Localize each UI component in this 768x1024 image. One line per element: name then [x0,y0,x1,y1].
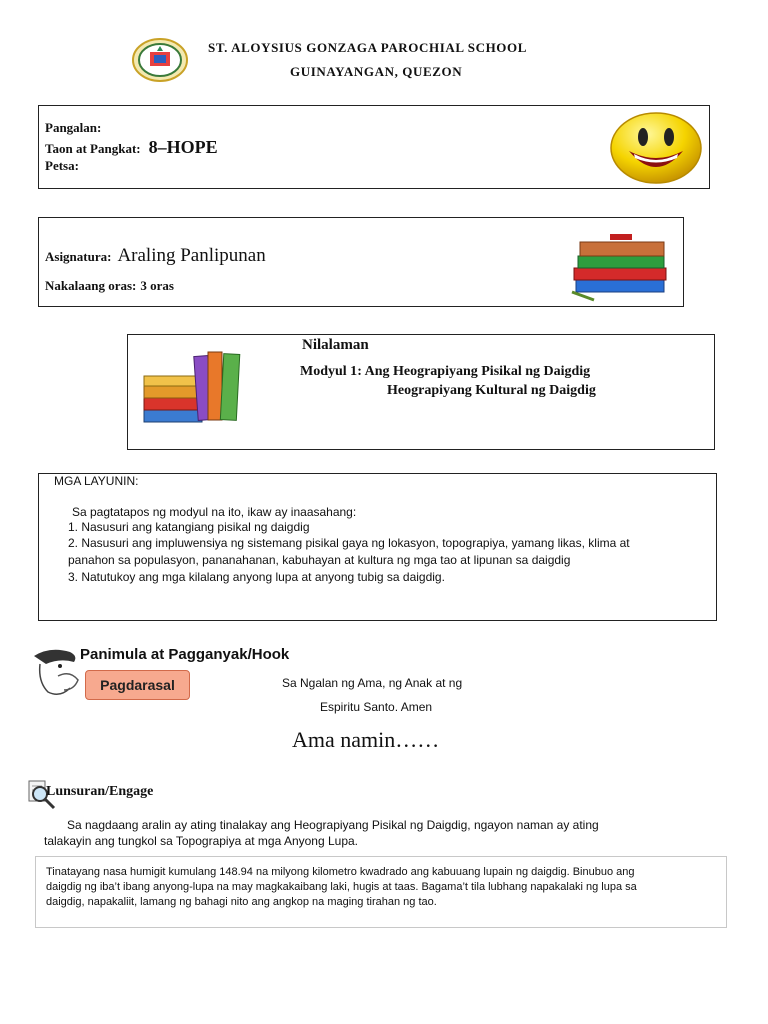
info-line-3: daigdig, napakaliit, lamang ng bahagi nito ang angkop na maging tirahan ng tao. [46,896,437,908]
prayer-line-1: Sa Ngalan ng Ama, ng Anak at ng [282,676,463,690]
subject-value: Araling Panlipunan [117,245,266,266]
engage-paragraph-line-1: Sa nagdaang aralin ay ating tinalakay ang Heograpiyang Pisikal ng Daigdig, ngayon naman ay ating [67,818,599,832]
subject-row [45,245,266,267]
thinking-face-icon [30,646,84,698]
module-title-1: : Ang Heograpiyang Pisikal ng Daigdig [357,364,591,379]
grade-label: Taon at Pangkat: [45,141,141,156]
name-label: Pangalan: [45,120,102,135]
objectives-intro: Sa pagtatapos ng modyul na ito, ikaw ay inaasahang: [72,505,357,519]
hook-title: Panimula at Pagganyak/Hook [80,646,290,663]
content-title: Nilalaman [302,337,369,353]
subject-label: Asignatura: [45,249,112,264]
info-line-1: Tinatayang nasa humigit kumulang 148.94 na milyong kilometro kwadrado ang kabuuang lupain ng daigdig. Binubuo ang [46,866,635,878]
objective-item-3: 3. Natutukoy ang mga kilalang anyong lupa at anyong tubig sa daigdig. [68,570,445,584]
school-logo [132,38,188,82]
school-name: ST. ALOYSIUS GONZAGA PAROCHIAL SCHOOL [208,40,527,55]
smiley-icon [609,111,703,185]
time-row [45,277,174,295]
engage-title: Lunsuran/Engage [46,784,154,799]
school-location: GUINAYANGAN, QUEZON [290,64,463,79]
books-upright-icon [142,350,244,424]
objective-item-2b: panahon sa populasyon, pananahanan, kabuhayan at kultura ng mga tao at lipunan sa daigdig [68,553,571,567]
objective-item-1: 1. Nasusuri ang katangiang pisikal ng daigdig [68,520,310,534]
module-line-1 [300,364,590,380]
grade-row [45,137,218,158]
ama-namin-text: Ama namin…… [292,727,440,752]
prayer-line-2: Espiritu Santo. Amen [320,700,433,714]
grade-value: 8–HOPE [148,137,218,157]
info-line-2: daigdig ng iba’t ibang anyong-lupa na may magkakaibang laki, hugis at taas. Bagama’t tila lubhang napakalaki ng lupa sa [46,881,637,893]
time-label: Nakalaang oras: [45,278,137,293]
module-title-2: Heograpiyang Kultural ng Daigdig [387,383,596,398]
prayer-button[interactable]: Pagdarasal [85,670,190,700]
objective-item-2a: 2. Nasusuri ang impluwensiya ng sistemang pisikal gaya ng lokasyon, topograpiya, yamang likas, klima at [68,536,630,550]
books-stack-icon [570,230,670,302]
engage-paragraph-line-2: talakayin ang tungkol sa Topograpiya at mga Anyong Lupa. [44,834,359,848]
time-value: 3 oras [140,278,174,293]
module-label: Modyul 1 [300,364,358,379]
objectives-title: MGA LAYUNIN: [54,474,139,488]
date-label: Petsa: [45,158,79,173]
